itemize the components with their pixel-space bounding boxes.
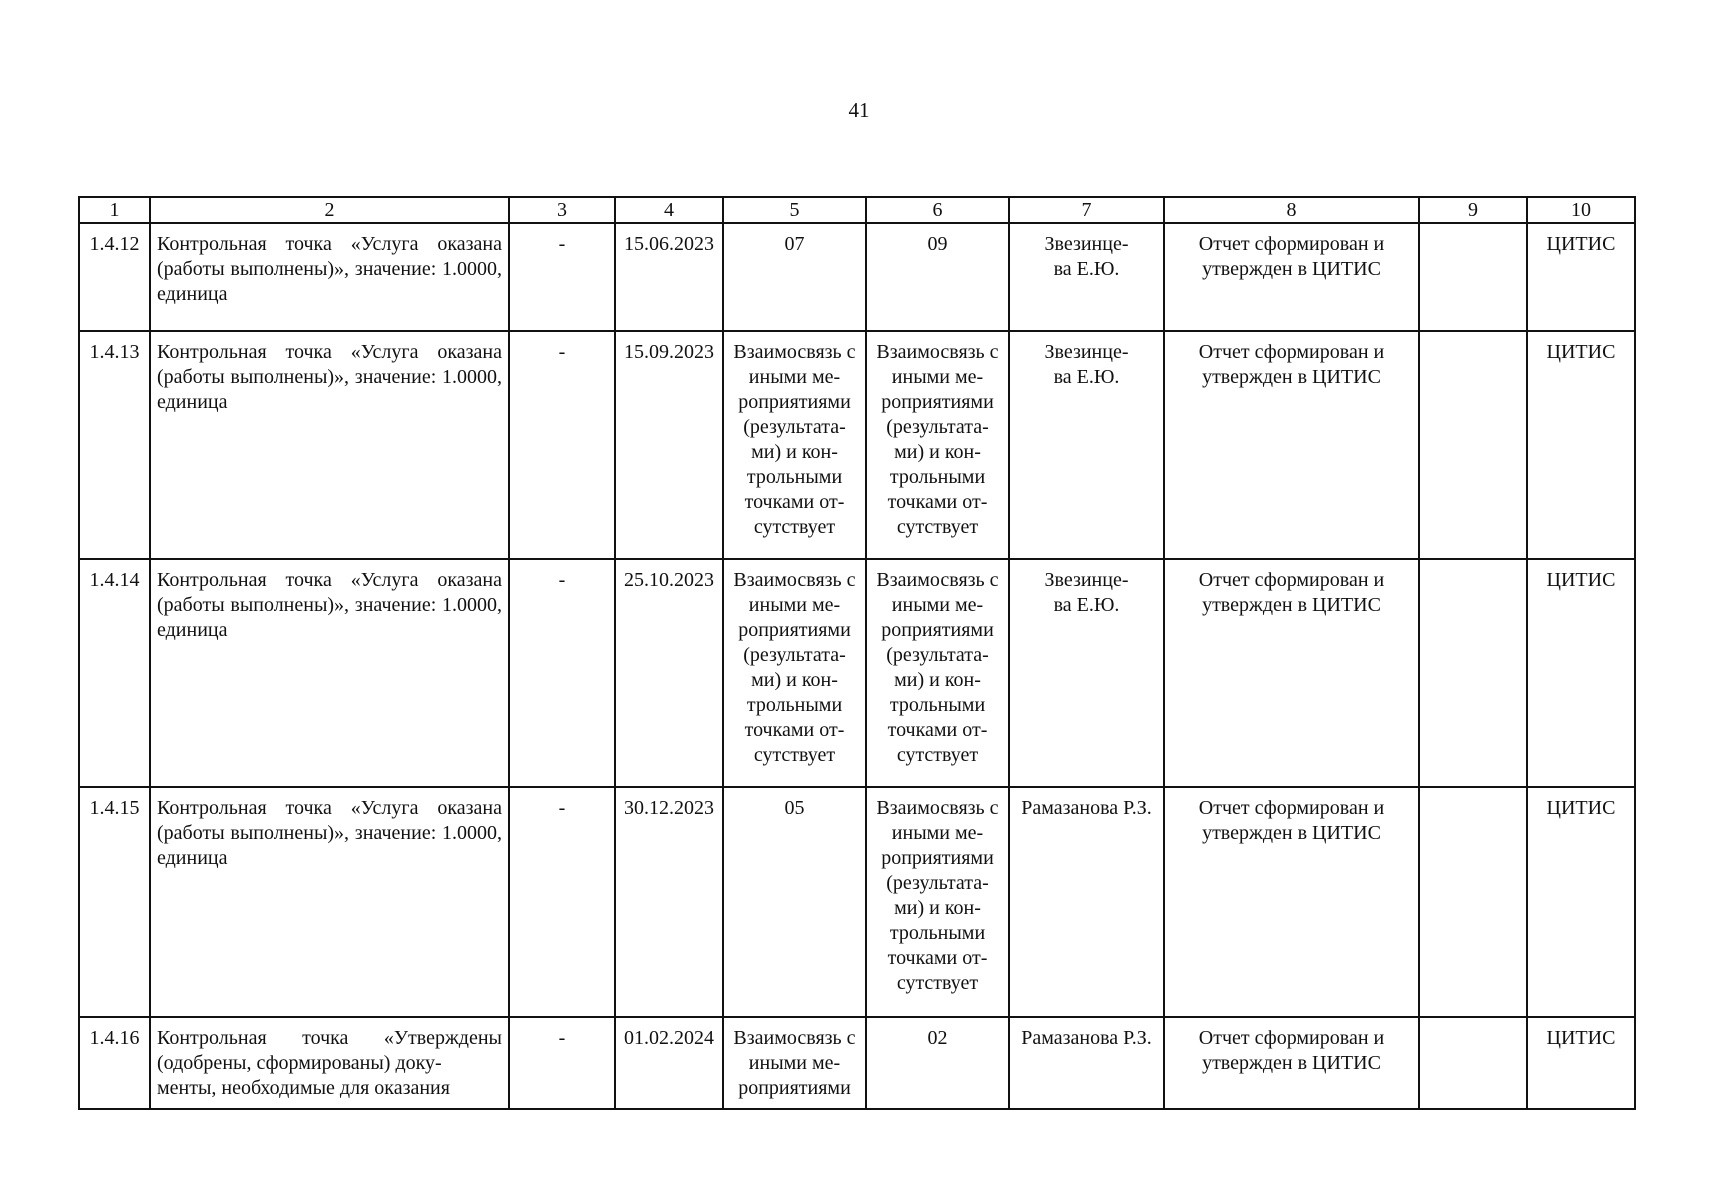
- system-cell: ЦИТИС: [1527, 787, 1635, 1017]
- column-5-cell: 07: [723, 223, 866, 331]
- date-cell: 25.10.2023: [615, 559, 723, 787]
- column-3-cell: -: [509, 1017, 615, 1109]
- column-9-cell: [1419, 223, 1527, 331]
- responsible-cell: Звезинце- ва Е.Ю.: [1009, 331, 1164, 559]
- date-cell: 01.02.2024: [615, 1017, 723, 1109]
- column-5-cell: Взаимосвязь с иными ме- роприятиями: [723, 1017, 866, 1109]
- column-9-cell: [1419, 787, 1527, 1017]
- column-6-cell: Взаимосвязь с иными ме- роприятиями (результата- ми) и кон- трольными точками от- сутствует: [866, 559, 1009, 787]
- responsible-cell: Рамазанова Р.З.: [1009, 1017, 1164, 1109]
- date-cell: 30.12.2023: [615, 787, 723, 1017]
- date-cell: 15.06.2023: [615, 223, 723, 331]
- header-cell: 1: [79, 197, 150, 223]
- control-point-name-cell: Контрольная точка «Услуга оказана (работы выполнены)», значение: 1.0000, единица: [150, 787, 509, 1017]
- control-point-name-cell: Контрольная точка «Услуга оказана (работы выполнены)», значение: 1.0000, единица: [150, 223, 509, 331]
- column-9-cell: [1419, 559, 1527, 787]
- column-5-cell: Взаимосвязь с иными ме- роприятиями (результата- ми) и кон- трольными точками от- сутствует: [723, 559, 866, 787]
- row-number-cell: 1.4.14: [79, 559, 150, 787]
- header-cell: 3: [509, 197, 615, 223]
- table-header-row: [79, 197, 1635, 223]
- system-cell: ЦИТИС: [1527, 1017, 1635, 1109]
- column-3-cell: -: [509, 223, 615, 331]
- header-cell: 9: [1419, 197, 1527, 223]
- control-point-name-cell: Контрольная точка «Услуга оказана (работы выполнены)», значение: 1.0000, единица: [150, 331, 509, 559]
- header-cell: 5: [723, 197, 866, 223]
- page-number: 41: [848, 98, 870, 122]
- system-cell: ЦИТИС: [1527, 331, 1635, 559]
- header-cell: 2: [150, 197, 509, 223]
- document-cell: Отчет сформирован и утвержден в ЦИТИС: [1164, 1017, 1419, 1109]
- table-row: [79, 223, 1635, 331]
- table-row: [79, 787, 1635, 1017]
- header-cell: 4: [615, 197, 723, 223]
- control-point-name-cell: Контрольная точка «Утверждены (одобрены, сформированы) доку- менты, необходимые для оказания: [150, 1017, 509, 1109]
- system-cell: ЦИТИС: [1527, 223, 1635, 331]
- header-cell: 10: [1527, 197, 1635, 223]
- row-number-cell: 1.4.12: [79, 223, 150, 331]
- row-number-cell: 1.4.15: [79, 787, 150, 1017]
- header-cell: 7: [1009, 197, 1164, 223]
- column-6-cell: Взаимосвязь с иными ме- роприятиями (результата- ми) и кон- трольными точками от- сутствует: [866, 331, 1009, 559]
- row-number-cell: 1.4.16: [79, 1017, 150, 1109]
- responsible-cell: Звезинце- ва Е.Ю.: [1009, 223, 1164, 331]
- table-row: [79, 559, 1635, 787]
- document-cell: Отчет сформирован и утвержден в ЦИТИС: [1164, 331, 1419, 559]
- column-3-cell: -: [509, 559, 615, 787]
- table-row: [79, 1017, 1635, 1109]
- control-points-table: [78, 196, 1636, 1110]
- column-6-cell: 09: [866, 223, 1009, 331]
- column-5-cell: Взаимосвязь с иными ме- роприятиями (результата- ми) и кон- трольными точками от- сутствует: [723, 331, 866, 559]
- control-point-name-cell: Контрольная точка «Услуга оказана (работы выполнены)», значение: 1.0000, единица: [150, 559, 509, 787]
- responsible-cell: Рамазанова Р.З.: [1009, 787, 1164, 1017]
- column-6-cell: 02: [866, 1017, 1009, 1109]
- row-number-cell: 1.4.13: [79, 331, 150, 559]
- document-cell: Отчет сформирован и утвержден в ЦИТИС: [1164, 223, 1419, 331]
- header-cell: 6: [866, 197, 1009, 223]
- column-3-cell: -: [509, 787, 615, 1017]
- header-cell: 8: [1164, 197, 1419, 223]
- responsible-cell: Звезинце- ва Е.Ю.: [1009, 559, 1164, 787]
- column-5-cell: 05: [723, 787, 866, 1017]
- system-cell: ЦИТИС: [1527, 559, 1635, 787]
- table-row: [79, 331, 1635, 559]
- column-9-cell: [1419, 331, 1527, 559]
- column-3-cell: -: [509, 331, 615, 559]
- column-6-cell: Взаимосвязь с иными ме- роприятиями (результата- ми) и кон- трольными точками от- сутствует: [866, 787, 1009, 1017]
- column-9-cell: [1419, 1017, 1527, 1109]
- document-cell: Отчет сформирован и утвержден в ЦИТИС: [1164, 787, 1419, 1017]
- document-cell: Отчет сформирован и утвержден в ЦИТИС: [1164, 559, 1419, 787]
- date-cell: 15.09.2023: [615, 331, 723, 559]
